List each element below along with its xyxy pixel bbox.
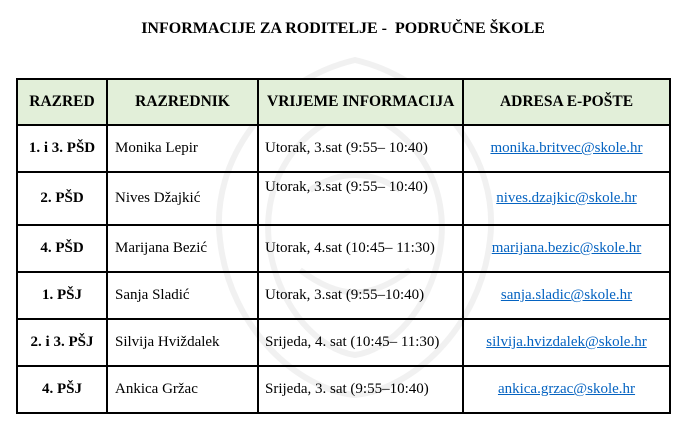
razred-cell: 1. i 3. PŠD <box>17 125 107 172</box>
vrijeme-cell: Srijeda, 3. sat (9:55–10:40) <box>258 366 463 413</box>
razrednik-cell: Marijana Bezić <box>107 225 258 272</box>
email-cell <box>463 125 670 172</box>
email-cell <box>463 225 670 272</box>
table-row <box>17 172 670 225</box>
table-row <box>17 319 670 366</box>
vrijeme-cell: Utorak, 4.sat (10:45– 11:30) <box>258 225 463 272</box>
razred-cell: 2. PŠD <box>17 172 107 225</box>
email-link[interactable]: nives.dzajkic@skole.hr <box>496 190 637 206</box>
razrednik-cell: Ankica Gržac <box>107 366 258 413</box>
page-title: INFORMACIJE ZA RODITELJE - PODRUČNE ŠKOLE <box>141 20 545 37</box>
email-cell <box>463 172 670 225</box>
razrednik-cell: Nives Džajkić <box>107 172 258 225</box>
razred-cell: 1. PŠJ <box>17 272 107 319</box>
email-cell <box>463 366 670 413</box>
vrijeme-cell: Utorak, 3.sat (9:55– 10:40) <box>258 125 463 172</box>
email-link[interactable]: sanja.sladic@skole.hr <box>500 287 633 303</box>
header-razrednik: RAZREDNIK <box>107 79 258 125</box>
razred-cell: 4. PŠD <box>17 225 107 272</box>
header-vrijeme-informacija: VRIJEME INFORMACIJA <box>258 79 463 125</box>
razred-cell: 4. PŠJ <box>17 366 107 413</box>
vrijeme-cell: Utorak, 3.sat (9:55–10:40) <box>258 272 463 319</box>
table-row <box>17 272 670 319</box>
header-razred: RAZRED <box>17 79 107 125</box>
razred-cell: 2. i 3. PŠJ <box>17 319 107 366</box>
table-header-row <box>17 79 670 125</box>
header-adresa-e-poste: ADRESA E-POŠTE <box>463 79 670 125</box>
info-table <box>16 78 671 414</box>
email-link[interactable]: silvija.hvizdalek@skole.hr <box>486 334 647 350</box>
email-cell <box>463 272 670 319</box>
razrednik-cell: Sanja Sladić <box>107 272 258 319</box>
table-row <box>17 225 670 272</box>
email-link[interactable]: monika.britvec@skole.hr <box>490 140 643 156</box>
vrijeme-cell: Utorak, 3.sat (9:55– 10:40) <box>258 172 463 225</box>
table-row <box>17 125 670 172</box>
vrijeme-cell: Srijeda, 4. sat (10:45– 11:30) <box>258 319 463 366</box>
email-cell <box>463 319 670 366</box>
table-row <box>17 366 670 413</box>
razrednik-cell: Silvija Hviždalek <box>107 319 258 366</box>
email-link[interactable]: marijana.bezic@skole.hr <box>491 240 642 256</box>
email-link[interactable]: ankica.grzac@skole.hr <box>497 381 636 397</box>
razrednik-cell: Monika Lepir <box>107 125 258 172</box>
